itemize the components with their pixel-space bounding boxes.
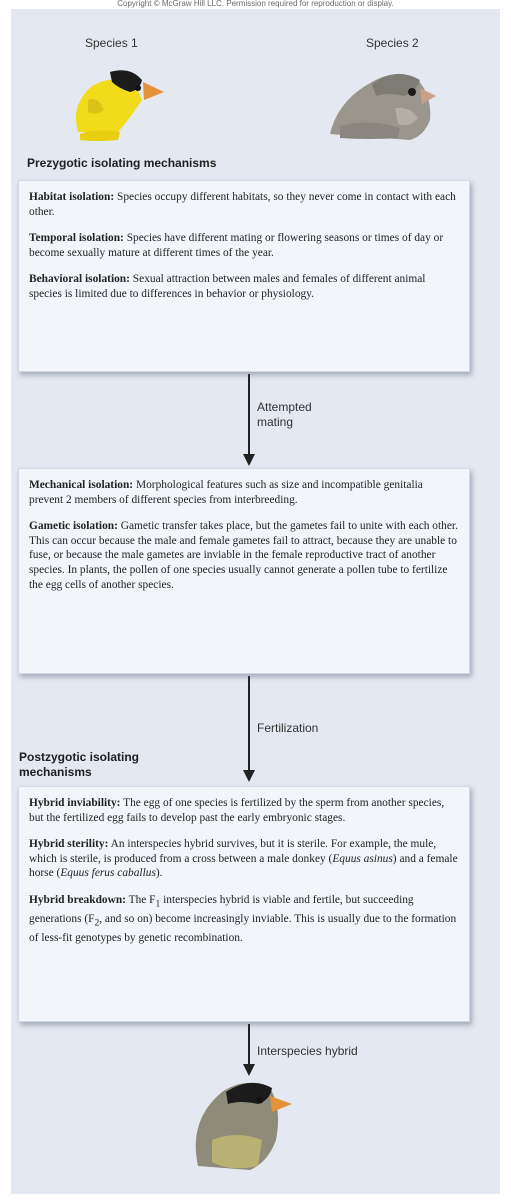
- mechanical-isolation-item: [29, 478, 459, 507]
- arrow-fertilization: [243, 676, 255, 782]
- arrow-attempted-mating: [243, 374, 255, 466]
- attempted-mating-label: Attempted mating: [257, 400, 312, 429]
- species1-label: Species 1: [85, 36, 138, 50]
- temporal-isolation-term: Temporal isolation:: [29, 232, 124, 245]
- temporal-isolation-text: Species have different mating or flowering seasons or times of day or become sexually mature at different times of the year.: [29, 232, 444, 259]
- prezygotic-box-2: [18, 468, 470, 674]
- donkey-species-name: Equus asinus: [332, 852, 393, 865]
- hybrid-sterility-text-a: An interspecies hybrid survives, but it is sterile. For example, the mule, which is sterile, is produced from a cross between a male donkey (: [29, 838, 437, 865]
- hybrid-breakdown-text-a: The F: [128, 893, 156, 906]
- species2-bird-image: [330, 74, 436, 140]
- hybrid-inviability-term: Hybrid inviability:: [29, 797, 121, 809]
- hybrid-sterility-item: [29, 837, 459, 881]
- hybrid-sterility-text-c: ).: [155, 867, 163, 880]
- postzygotic-heading: Postzygotic isolating mechanisms: [19, 750, 140, 779]
- habitat-isolation-text: Species occupy different habitats, so they never come in contact with each other.: [29, 191, 456, 218]
- hybrid-breakdown-text-c: , and so on) become increasingly inviable. This is usually due to the formation of less-fit genotypes by genetic recombination.: [29, 912, 457, 944]
- hybrid-sterility-term: Hybrid sterility:: [29, 838, 109, 851]
- mechanical-isolation-term: Mechanical isolation:: [29, 479, 134, 491]
- arrow-interspecies-hybrid: [243, 1024, 255, 1076]
- hybrid-breakdown-item: [29, 893, 459, 945]
- copyright-notice: Copyright © McGraw Hill LLC. Permission required for reproduction or display.: [117, 0, 394, 8]
- fertilization-label: Fertilization: [257, 721, 319, 735]
- hybrid-breakdown-text-b: interspecies hybrid is viable and fertile, but succeeding generations (F: [29, 893, 414, 925]
- prezygotic-box-1: [18, 180, 470, 372]
- hybrid-breakdown-term: Hybrid breakdown:: [29, 893, 126, 906]
- temporal-isolation-item: [29, 231, 459, 260]
- mechanical-isolation-text: Morphological features such as size and incompatible genitalia prevent 2 members of different species from interbreeding.: [29, 479, 423, 506]
- gametic-isolation-item: [29, 519, 459, 592]
- hybrid-inviability-item: [29, 796, 459, 825]
- species1-bird-image: [76, 70, 164, 141]
- behavioral-isolation-term: Behavioral isolation:: [29, 273, 130, 286]
- prezygotic-heading: Prezygotic isolating mechanisms: [27, 156, 217, 170]
- f1-subscript: 1: [155, 899, 161, 910]
- habitat-isolation-item: [29, 190, 459, 219]
- species2-label: Species 2: [366, 36, 419, 50]
- gametic-isolation-text: Gametic transfer takes place, but the gametes fail to unite with each other. This can occur because the male and female gametes fail to attract, because they are unable to fuse, or because the male gametes are inviable in the female reproductive tract of another species. In plants, the pollen of one species usually cannot generate a pollen tube to fertilize the egg cells of another species.: [29, 520, 458, 591]
- interspecies-hybrid-label: Interspecies hybrid: [257, 1044, 358, 1058]
- postzygotic-box: [18, 786, 470, 1022]
- gametic-isolation-term: Gametic isolation:: [29, 520, 118, 533]
- f2-subscript: 2: [94, 918, 100, 929]
- behavioral-isolation-text: Sexual attraction between males and females of different animal species is limited due to differences in behavior or physiology.: [29, 273, 426, 300]
- hybrid-bird-image: [196, 1083, 292, 1170]
- hybrid-sterility-text-b: ) and a female horse (: [29, 852, 458, 880]
- horse-species-name: Equus ferus caballus: [60, 867, 156, 880]
- habitat-isolation-term: Habitat isolation:: [29, 191, 115, 203]
- hybrid-inviability-text: The egg of one species is fertilized by the sperm from another species, but the fertilized egg fails to develop past the early embryonic stages.: [29, 797, 445, 824]
- behavioral-isolation-item: [29, 272, 459, 301]
